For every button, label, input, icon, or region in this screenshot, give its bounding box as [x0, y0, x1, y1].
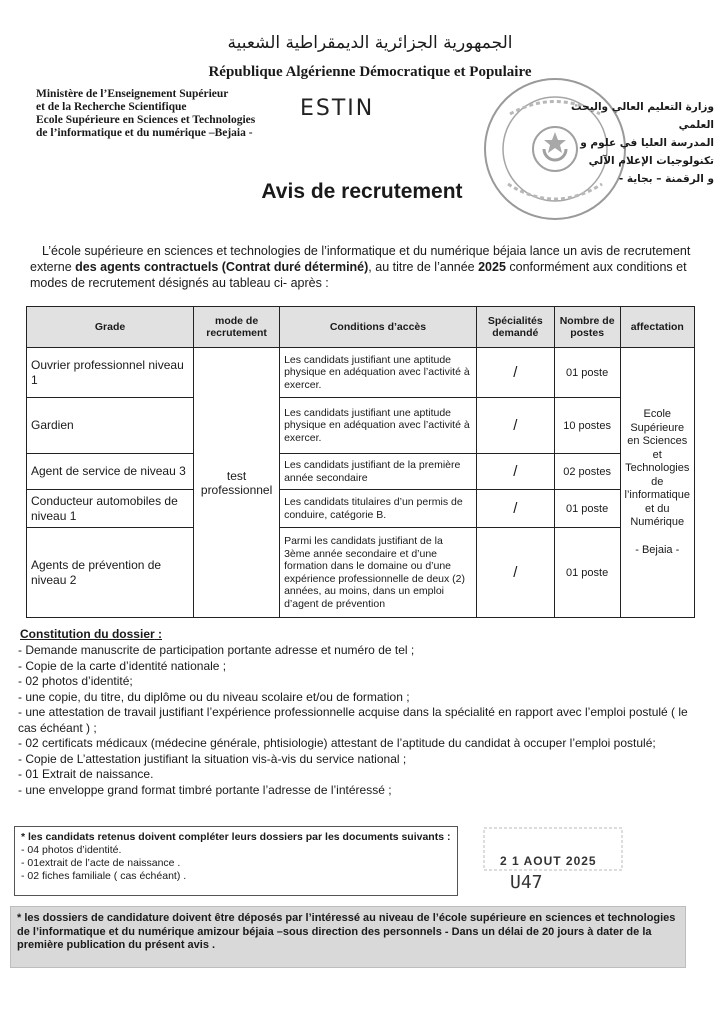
ministry-line: Ministère de l’Enseignement Supérieur	[36, 88, 229, 100]
conditions-cell: Les candidats justifiant une aptitude physique en adéquation avec l’activité à exercer.	[280, 348, 477, 398]
specialite-cell: /	[476, 348, 554, 398]
intro-text: L’école supérieure en sciences et technologies de l’informatique et du numérique béjaia lance un avis de recrutement externe	[30, 244, 691, 274]
estin-logo	[300, 96, 374, 121]
logo-text: ESTIN	[300, 96, 375, 121]
grade-cell: Agent de service de niveau 3	[27, 454, 194, 490]
stamp-number: U47	[510, 872, 543, 893]
intro-text: , au titre de l’année	[368, 260, 479, 274]
date-stamp	[478, 826, 628, 894]
grade-cell: Agents de prévention de niveau 2	[27, 528, 194, 618]
specialite-cell: /	[476, 490, 554, 528]
ministry-line: Ecole Supérieure en Sciences et Technologies	[36, 114, 256, 126]
recruitment-table	[26, 306, 695, 618]
postes-cell: 01 poste	[554, 528, 620, 618]
dossier-title: Constitution du dossier :	[20, 627, 163, 641]
header-affectation: affectation	[620, 307, 694, 348]
postes-cell: 01 poste	[554, 490, 620, 528]
conditions-cell: Les candidats titulaires d’un permis de conduire, catégorie B.	[280, 490, 477, 528]
dossier-title-text: Constitution du dossier	[20, 627, 155, 641]
arabic-line: وزارة التعليم العالي والبحث العلمي	[571, 101, 714, 131]
mode-cell: test professionnel	[194, 348, 280, 618]
conditions-cell: Les candidats justifiant de la première année secondaire	[280, 454, 477, 490]
list-item: - Demande manuscrite de participation portante adresse et numéro de tel ;	[18, 643, 415, 657]
ministry-line: de l’informatique et du numérique –Bejaia -	[36, 127, 253, 139]
list-item: - Copie de L’attestation justifiant la situation vis-à-vis du service national ;	[18, 751, 407, 766]
arabic-line: المدرسة العليا في علوم و تكنولوجيات الإعلام الآلي	[580, 137, 714, 167]
list-item: - une enveloppe grand format timbré portante l’adresse de l’intéressé ;	[18, 782, 392, 797]
stamp-date: 2 1 AOUT 2025	[500, 854, 597, 868]
document-title: Avis de recrutement	[261, 180, 463, 203]
table-row	[27, 490, 695, 528]
list-item: - une copie, du titre, du diplôme ou du niveau scolaire et/ou de formation ;	[18, 689, 410, 704]
republic-title: République Algérienne Démocratique et Populaire	[208, 64, 532, 80]
list-item: - 01 Extrait de naissance.	[18, 767, 154, 781]
arabic-ministry-block	[536, 98, 714, 188]
list-item: - 02 certificats médicaux (médecine générale, phtisiologie) attestant de l’aptitude du candidat à occuper l’emploi postulé;	[18, 736, 656, 750]
ministry-line: et de la Recherche Scientifique	[36, 101, 187, 113]
header-specialites: Spécialités demandé	[476, 307, 554, 348]
intro-paragraph	[30, 243, 696, 291]
specialite-cell: /	[476, 454, 554, 490]
table-header-row	[27, 307, 695, 348]
complement-title: * les candidats retenus doivent compléter leurs dossiers par les documents suivants :	[21, 831, 451, 843]
grade-cell: Gardien	[27, 398, 194, 454]
complement-box	[14, 826, 458, 896]
ministry-block	[36, 88, 296, 140]
affectation-cell	[620, 348, 694, 618]
intro-text: conformément aux conditions et modes de recrutement désignés au tableau ci- après :	[30, 260, 687, 290]
header-mode: mode de recrutement	[194, 307, 280, 348]
conditions-cell: Les candidats justifiant une aptitude physique en adéquation avec l’activité à exercer.	[280, 398, 477, 454]
header-nombre: Nombre de postes	[554, 307, 620, 348]
grade-cell: Conducteur automobiles de niveau 1	[27, 490, 194, 528]
conditions-cell: Parmi les candidats justifiant de la 3ème année secondaire et d’une formation dans le domaine ou d’une expérience professionnelle de deux (2) années, au moins, dans un emploi d’agent de prévention	[280, 528, 477, 618]
intro-year: 2025	[478, 260, 506, 274]
list-item: - une attestation de travail justifiant l’expérience professionnelle acquise dans la spécialité en rapport avec l’emploi postulé ( le cas échéant ) ;	[18, 705, 688, 735]
footer-note: * les dossiers de candidature doivent être déposés par l’intéressé au niveau de l’école supérieure en sciences et technologies de l’informatique et du numérique amizour béjaia –sous direction des personnels - Dans un délai de 20 jours à dater de la première publication du présent avis .	[10, 906, 686, 968]
header-conditions: Conditions d’accès	[280, 307, 477, 348]
list-item: - 01extrait de l’acte de naissance .	[21, 857, 181, 869]
table-row	[27, 528, 695, 618]
table-row	[27, 348, 695, 398]
table-row	[27, 454, 695, 490]
list-item: - 04 photos d’identité.	[21, 844, 122, 856]
header-grade: Grade	[27, 307, 194, 348]
list-item: - Copie de la carte d’identité nationale ;	[18, 658, 227, 673]
affectation-text: Ecole Supérieure en Sciences et Technologies de l’informatique et du Numérique	[624, 408, 690, 528]
intro-bold: des agents contractuels (Contrat duré déterminé)	[75, 260, 369, 274]
grade-cell: Ouvrier professionnel niveau 1	[27, 348, 194, 398]
table-row	[27, 398, 695, 454]
affectation-city: - Bejaia -	[635, 543, 680, 556]
dossier-list	[18, 643, 708, 798]
arabic-line: و الرقمنة – بجاية -	[618, 173, 714, 185]
list-item: - 02 fiches familiale ( cas échéant) .	[21, 870, 187, 882]
specialite-cell: /	[476, 528, 554, 618]
arabic-republic-title: الجمهورية الجزائرية الديمقراطية الشعبية	[227, 33, 513, 53]
specialite-cell: /	[476, 398, 554, 454]
list-item: - 02 photos d’identité;	[18, 674, 133, 688]
postes-cell: 02 postes	[554, 454, 620, 490]
postes-cell: 01 poste	[554, 348, 620, 398]
postes-cell: 10 postes	[554, 398, 620, 454]
